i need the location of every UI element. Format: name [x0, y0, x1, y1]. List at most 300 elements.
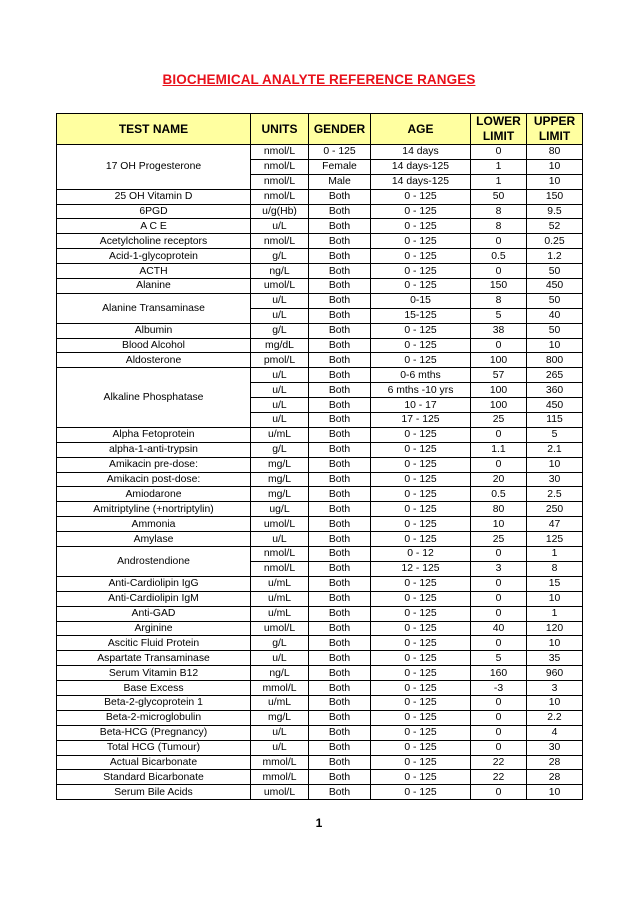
lower-cell: 0	[471, 234, 527, 249]
upper-cell: 10	[527, 636, 583, 651]
upper-cell: 2.1	[527, 442, 583, 457]
gender-cell: Both	[309, 442, 371, 457]
units-cell: umol/L	[251, 279, 309, 294]
upper-cell: 8	[527, 561, 583, 576]
table-row	[57, 427, 583, 442]
units-cell: u/L	[251, 219, 309, 234]
age-cell: 0 - 125	[371, 264, 471, 279]
table-row	[57, 785, 583, 800]
lower-cell: 0	[471, 576, 527, 591]
upper-cell: 28	[527, 770, 583, 785]
lower-cell: 160	[471, 666, 527, 681]
test-name-cell: Serum Bile Acids	[57, 785, 251, 800]
units-cell: umol/L	[251, 517, 309, 532]
lower-cell: 22	[471, 755, 527, 770]
upper-cell: 265	[527, 368, 583, 383]
lower-cell: 0	[471, 547, 527, 562]
table-row	[57, 502, 583, 517]
table-row	[57, 264, 583, 279]
units-cell: u/mL	[251, 576, 309, 591]
age-cell: 0 - 125	[371, 219, 471, 234]
test-name-cell: A C E	[57, 219, 251, 234]
lower-cell: 0	[471, 338, 527, 353]
lower-cell: 1	[471, 174, 527, 189]
age-cell: 0 - 125	[371, 323, 471, 338]
header-gender: GENDER	[309, 114, 371, 145]
units-cell: ug/L	[251, 502, 309, 517]
lower-cell: 40	[471, 621, 527, 636]
table-row	[57, 651, 583, 666]
lower-cell: 0.5	[471, 487, 527, 502]
lower-cell: 10	[471, 517, 527, 532]
upper-cell: 30	[527, 740, 583, 755]
age-cell: 0 - 125	[371, 755, 471, 770]
header-lower-line2: LIMIT	[482, 129, 515, 143]
upper-cell: 47	[527, 517, 583, 532]
gender-cell: Both	[309, 651, 371, 666]
units-cell: mg/L	[251, 710, 309, 725]
lower-cell: -3	[471, 681, 527, 696]
gender-cell: Both	[309, 457, 371, 472]
upper-cell: 1	[527, 606, 583, 621]
table-row	[57, 279, 583, 294]
gender-cell: Both	[309, 561, 371, 576]
lower-cell: 0	[471, 606, 527, 621]
test-name-cell: Beta-2-glycoprotein 1	[57, 695, 251, 710]
test-name-cell: Anti-Cardiolipin IgG	[57, 576, 251, 591]
gender-cell: Both	[309, 472, 371, 487]
table-row	[57, 293, 583, 308]
units-cell: mg/L	[251, 487, 309, 502]
lower-cell: 0	[471, 636, 527, 651]
upper-cell: 35	[527, 651, 583, 666]
table-row	[57, 576, 583, 591]
units-cell: u/L	[251, 532, 309, 547]
lower-cell: 80	[471, 502, 527, 517]
lower-cell: 150	[471, 279, 527, 294]
table-row	[57, 219, 583, 234]
gender-cell: Both	[309, 323, 371, 338]
age-cell: 0 - 125	[371, 353, 471, 368]
gender-cell: Both	[309, 383, 371, 398]
gender-cell: Both	[309, 413, 371, 428]
upper-cell: 1.2	[527, 249, 583, 264]
lower-cell: 1	[471, 159, 527, 174]
test-name-cell: Amitriptyline (+nortriptylin)	[57, 502, 251, 517]
age-cell: 0 - 125	[371, 189, 471, 204]
upper-cell: 150	[527, 189, 583, 204]
age-cell: 0 - 125	[371, 770, 471, 785]
age-cell: 0 - 125	[371, 234, 471, 249]
lower-cell: 0	[471, 427, 527, 442]
upper-cell: 10	[527, 159, 583, 174]
gender-cell: Both	[309, 293, 371, 308]
age-cell: 0 - 125	[371, 681, 471, 696]
test-name-cell: Alkaline Phosphatase	[57, 368, 251, 428]
page-title: BIOCHEMICAL ANALYTE REFERENCE RANGES	[162, 72, 476, 87]
units-cell: nmol/L	[251, 174, 309, 189]
lower-cell: 100	[471, 398, 527, 413]
lower-cell: 38	[471, 323, 527, 338]
header-units: UNITS	[251, 114, 309, 145]
age-cell: 0 - 125	[371, 651, 471, 666]
table-row	[57, 457, 583, 472]
gender-cell: Both	[309, 517, 371, 532]
gender-cell: Both	[309, 591, 371, 606]
units-cell: u/mL	[251, 427, 309, 442]
upper-cell: 50	[527, 323, 583, 338]
test-name-cell: Ascitic Fluid Protein	[57, 636, 251, 651]
lower-cell: 0	[471, 591, 527, 606]
table-row	[57, 145, 583, 160]
test-name-cell: Standard Bicarbonate	[57, 770, 251, 785]
test-name-cell: Ammonia	[57, 517, 251, 532]
upper-cell: 450	[527, 279, 583, 294]
table-row	[57, 695, 583, 710]
table-row	[57, 234, 583, 249]
upper-cell: 1	[527, 547, 583, 562]
upper-cell: 10	[527, 785, 583, 800]
units-cell: mg/L	[251, 472, 309, 487]
units-cell: nmol/L	[251, 159, 309, 174]
test-name-cell: Albumin	[57, 323, 251, 338]
age-cell: 0 - 125	[371, 591, 471, 606]
test-name-cell: Alpha Fetoprotein	[57, 427, 251, 442]
test-name-cell: Androstendione	[57, 547, 251, 577]
age-cell: 0 - 125	[371, 427, 471, 442]
gender-cell: Both	[309, 189, 371, 204]
test-name-cell: Aldosterone	[57, 353, 251, 368]
upper-cell: 450	[527, 398, 583, 413]
age-cell: 0 - 125	[371, 695, 471, 710]
table-row	[57, 740, 583, 755]
test-name-cell: 6PGD	[57, 204, 251, 219]
units-cell: ng/L	[251, 666, 309, 681]
lower-cell: 100	[471, 353, 527, 368]
gender-cell: Both	[309, 785, 371, 800]
units-cell: u/L	[251, 308, 309, 323]
age-cell: 0 - 125	[371, 249, 471, 264]
gender-cell: Both	[309, 353, 371, 368]
gender-cell: Both	[309, 547, 371, 562]
test-name-cell: Amikacin pre-dose:	[57, 457, 251, 472]
gender-cell: Both	[309, 368, 371, 383]
upper-cell: 125	[527, 532, 583, 547]
units-cell: umol/L	[251, 785, 309, 800]
age-cell: 0 - 125	[371, 740, 471, 755]
lower-cell: 0	[471, 710, 527, 725]
gender-cell: Both	[309, 532, 371, 547]
lower-cell: 8	[471, 204, 527, 219]
upper-cell: 50	[527, 293, 583, 308]
test-name-cell: Anti-GAD	[57, 606, 251, 621]
upper-cell: 960	[527, 666, 583, 681]
gender-cell: Both	[309, 636, 371, 651]
age-cell: 0 - 125	[371, 785, 471, 800]
gender-cell: Both	[309, 621, 371, 636]
table-row	[57, 621, 583, 636]
gender-cell: Both	[309, 264, 371, 279]
header-upper-line1: UPPER	[533, 114, 576, 128]
age-cell: 0 - 125	[371, 636, 471, 651]
units-cell: nmol/L	[251, 234, 309, 249]
age-cell: 0 - 125	[371, 442, 471, 457]
units-cell: u/L	[251, 651, 309, 666]
upper-cell: 4	[527, 725, 583, 740]
lower-cell: 0	[471, 725, 527, 740]
age-cell: 17 - 125	[371, 413, 471, 428]
upper-cell: 2.2	[527, 710, 583, 725]
header-lower-line1: LOWER	[476, 114, 521, 128]
lower-cell: 25	[471, 413, 527, 428]
upper-cell: 10	[527, 695, 583, 710]
age-cell: 0 - 125	[371, 279, 471, 294]
test-name-cell: Beta-HCG (Pregnancy)	[57, 725, 251, 740]
units-cell: mmol/L	[251, 681, 309, 696]
age-cell: 0 - 125	[371, 532, 471, 547]
gender-cell: Both	[309, 681, 371, 696]
header-age: AGE	[371, 114, 471, 145]
gender-cell: Both	[309, 487, 371, 502]
page-number: 1	[315, 816, 323, 830]
lower-cell: 20	[471, 472, 527, 487]
test-name-cell: Base Excess	[57, 681, 251, 696]
age-cell: 0-15	[371, 293, 471, 308]
table-row	[57, 487, 583, 502]
reference-ranges-table	[56, 113, 583, 800]
gender-cell: Both	[309, 234, 371, 249]
test-name-cell: Acid-1-glycoprotein	[57, 249, 251, 264]
age-cell: 14 days-125	[371, 174, 471, 189]
units-cell: u/L	[251, 413, 309, 428]
table-row	[57, 681, 583, 696]
test-name-cell: Acetylcholine receptors	[57, 234, 251, 249]
table-row	[57, 725, 583, 740]
upper-cell: 9.5	[527, 204, 583, 219]
upper-cell: 250	[527, 502, 583, 517]
age-cell: 10 - 17	[371, 398, 471, 413]
age-cell: 0 - 125	[371, 606, 471, 621]
header-lower-limit	[471, 114, 527, 145]
table-row	[57, 204, 583, 219]
units-cell: mg/dL	[251, 338, 309, 353]
table-row	[57, 442, 583, 457]
header-test-name: TEST NAME	[57, 114, 251, 145]
lower-cell: 8	[471, 219, 527, 234]
units-cell: ng/L	[251, 264, 309, 279]
units-cell: nmol/L	[251, 547, 309, 562]
units-cell: nmol/L	[251, 189, 309, 204]
lower-cell: 0	[471, 457, 527, 472]
test-name-cell: alpha-1-anti-trypsin	[57, 442, 251, 457]
test-name-cell: Amiodarone	[57, 487, 251, 502]
units-cell: u/L	[251, 740, 309, 755]
age-cell: 0 - 125	[371, 204, 471, 219]
units-cell: u/mL	[251, 591, 309, 606]
table-row	[57, 710, 583, 725]
test-name-cell: Amylase	[57, 532, 251, 547]
lower-cell: 25	[471, 532, 527, 547]
gender-cell: Both	[309, 695, 371, 710]
gender-cell: Female	[309, 159, 371, 174]
units-cell: mmol/L	[251, 770, 309, 785]
units-cell: u/L	[251, 725, 309, 740]
lower-cell: 100	[471, 383, 527, 398]
units-cell: u/L	[251, 293, 309, 308]
age-cell: 0-6 mths	[371, 368, 471, 383]
gender-cell: Both	[309, 279, 371, 294]
age-cell: 0 - 125	[371, 666, 471, 681]
gender-cell: Male	[309, 174, 371, 189]
units-cell: g/L	[251, 636, 309, 651]
table-row	[57, 249, 583, 264]
test-name-cell: 17 OH Progesterone	[57, 145, 251, 190]
gender-cell: Both	[309, 398, 371, 413]
lower-cell: 22	[471, 770, 527, 785]
age-cell: 0 - 125	[371, 517, 471, 532]
upper-cell: 360	[527, 383, 583, 398]
table-row	[57, 517, 583, 532]
age-cell: 0 - 125	[371, 725, 471, 740]
age-cell: 0 - 125	[371, 487, 471, 502]
gender-cell: Both	[309, 249, 371, 264]
gender-cell: Both	[309, 755, 371, 770]
table-row	[57, 472, 583, 487]
gender-cell: Both	[309, 710, 371, 725]
test-name-cell: Amikacin post-dose:	[57, 472, 251, 487]
upper-cell: 10	[527, 457, 583, 472]
upper-cell: 15	[527, 576, 583, 591]
lower-cell: 0.5	[471, 249, 527, 264]
age-cell: 12 - 125	[371, 561, 471, 576]
units-cell: g/L	[251, 442, 309, 457]
units-cell: umol/L	[251, 621, 309, 636]
lower-cell: 57	[471, 368, 527, 383]
test-name-cell: Alanine	[57, 279, 251, 294]
units-cell: u/L	[251, 368, 309, 383]
gender-cell: Both	[309, 666, 371, 681]
upper-cell: 30	[527, 472, 583, 487]
gender-cell: Both	[309, 770, 371, 785]
table-row	[57, 353, 583, 368]
upper-cell: 3	[527, 681, 583, 696]
header-upper-line2: LIMIT	[538, 129, 571, 143]
lower-cell: 5	[471, 308, 527, 323]
lower-cell: 0	[471, 740, 527, 755]
units-cell: g/L	[251, 249, 309, 264]
test-name-cell: Serum Vitamin B12	[57, 666, 251, 681]
table-row	[57, 532, 583, 547]
lower-cell: 0	[471, 785, 527, 800]
lower-cell: 3	[471, 561, 527, 576]
units-cell: u/mL	[251, 695, 309, 710]
lower-cell: 8	[471, 293, 527, 308]
lower-cell: 0	[471, 145, 527, 160]
lower-cell: 0	[471, 264, 527, 279]
age-cell: 0 - 12	[371, 547, 471, 562]
test-name-cell: Anti-Cardiolipin IgM	[57, 591, 251, 606]
age-cell: 0 - 125	[371, 710, 471, 725]
test-name-cell: Alanine Transaminase	[57, 293, 251, 323]
units-cell: u/g(Hb)	[251, 204, 309, 219]
upper-cell: 800	[527, 353, 583, 368]
test-name-cell: Total HCG (Tumour)	[57, 740, 251, 755]
table-row	[57, 323, 583, 338]
table-row	[57, 189, 583, 204]
upper-cell: 10	[527, 591, 583, 606]
lower-cell: 0	[471, 695, 527, 710]
test-name-cell: Aspartate Transaminase	[57, 651, 251, 666]
upper-cell: 28	[527, 755, 583, 770]
gender-cell: Both	[309, 606, 371, 621]
upper-cell: 115	[527, 413, 583, 428]
upper-cell: 80	[527, 145, 583, 160]
table-row	[57, 755, 583, 770]
test-name-cell: 25 OH Vitamin D	[57, 189, 251, 204]
gender-cell: Both	[309, 502, 371, 517]
lower-cell: 50	[471, 189, 527, 204]
upper-cell: 10	[527, 174, 583, 189]
gender-cell: Both	[309, 740, 371, 755]
header-upper-limit	[527, 114, 583, 145]
gender-cell: Both	[309, 308, 371, 323]
age-cell: 6 mths -10 yrs	[371, 383, 471, 398]
table-row	[57, 770, 583, 785]
gender-cell: Both	[309, 204, 371, 219]
test-name-cell: Blood Alcohol	[57, 338, 251, 353]
units-cell: g/L	[251, 323, 309, 338]
table-row	[57, 368, 583, 383]
table-row	[57, 666, 583, 681]
age-cell: 14 days	[371, 145, 471, 160]
units-cell: nmol/L	[251, 145, 309, 160]
test-name-cell: ACTH	[57, 264, 251, 279]
test-name-cell: Arginine	[57, 621, 251, 636]
gender-cell: Both	[309, 576, 371, 591]
table-row	[57, 547, 583, 562]
units-cell: u/mL	[251, 606, 309, 621]
age-cell: 0 - 125	[371, 621, 471, 636]
test-name-cell: Beta-2-microglobulin	[57, 710, 251, 725]
upper-cell: 120	[527, 621, 583, 636]
lower-cell: 1.1	[471, 442, 527, 457]
lower-cell: 5	[471, 651, 527, 666]
age-cell: 0 - 125	[371, 502, 471, 517]
age-cell: 15-125	[371, 308, 471, 323]
gender-cell: Both	[309, 338, 371, 353]
upper-cell: 52	[527, 219, 583, 234]
gender-cell: Both	[309, 427, 371, 442]
age-cell: 14 days-125	[371, 159, 471, 174]
table-header-row	[57, 114, 583, 145]
table-row	[57, 606, 583, 621]
units-cell: nmol/L	[251, 561, 309, 576]
upper-cell: 10	[527, 338, 583, 353]
gender-cell: 0 - 125	[309, 145, 371, 160]
gender-cell: Both	[309, 725, 371, 740]
table-row	[57, 338, 583, 353]
age-cell: 0 - 125	[371, 576, 471, 591]
gender-cell: Both	[309, 219, 371, 234]
upper-cell: 40	[527, 308, 583, 323]
units-cell: u/L	[251, 383, 309, 398]
table-row	[57, 591, 583, 606]
upper-cell: 50	[527, 264, 583, 279]
upper-cell: 5	[527, 427, 583, 442]
table-row	[57, 636, 583, 651]
units-cell: mmol/L	[251, 755, 309, 770]
upper-cell: 0.25	[527, 234, 583, 249]
